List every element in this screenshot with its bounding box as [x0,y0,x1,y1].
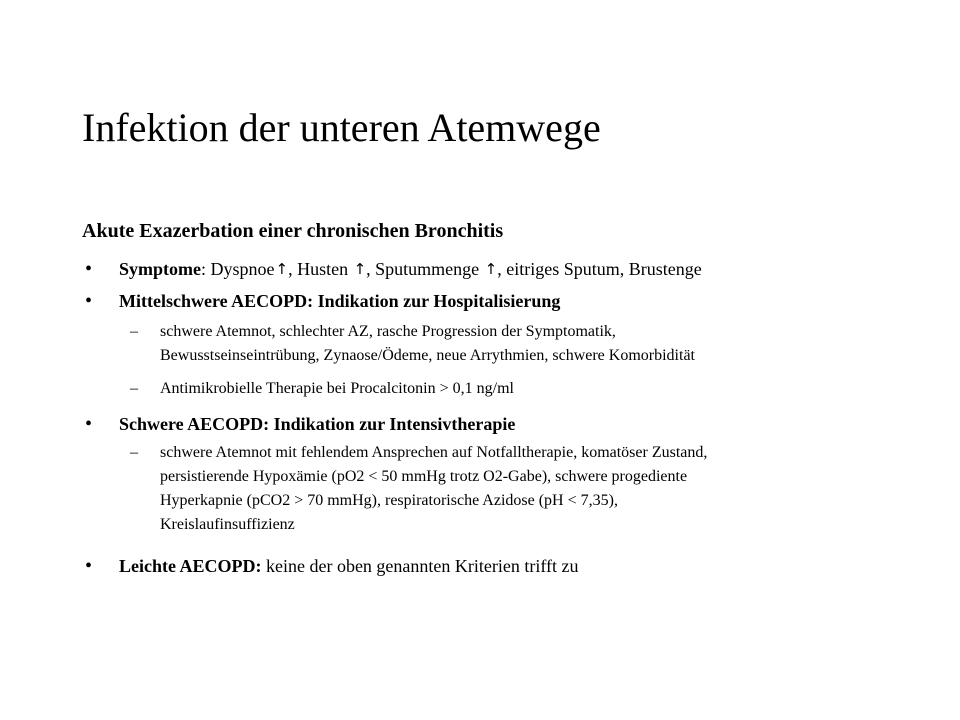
slide-subtitle: Akute Exazerbation einer chronischen Bronchitis [82,220,504,242]
bullet-marker: • [85,413,93,435]
up-arrow-icon: ↑ [353,260,367,278]
sub-bullet-line: Bewusstseinseintrübung, Zynaose/Ödeme, neue Arrythmien, schwere Komorbidität [160,347,695,364]
bullet-mittelschwere: Mittelschwere AECOPD: Indikation zur Hospitalisierung [119,291,561,311]
slide-title: Infektion der unteren Atemwege [82,105,601,150]
sub-bullet-line: Antimikrobielle Therapie bei Procalcitonin > 0,1 ng/ml [160,380,514,397]
up-arrow-icon: ↑ [484,260,498,278]
sub-bullet-marker: – [130,323,138,340]
sub-bullet-line: Kreislaufinsuffizienz [160,516,295,533]
bullet-text-part: : Dyspnoe [201,259,275,279]
bullet-text-part: , Husten [288,259,353,279]
bullet-leichte [119,553,579,579]
up-arrow-icon: ↑ [275,260,289,278]
sub-bullet-hospitalisierung-criteria [160,320,920,368]
sub-bullet-intensiv-criteria [160,441,920,537]
bullet-marker: • [85,258,93,280]
bullet-label: Symptome [119,259,201,279]
sub-bullet-line: schwere Atemnot mit fehlendem Ansprechen auf Notfalltherapie, komatöser Zustand, [160,444,708,461]
sub-bullet-line: persistierende Hypoxämie (pO2 < 50 mmHg trotz O2-Gabe), schwere progediente [160,468,688,485]
bullet-schwere: Schwere AECOPD: Indikation zur Intensivtherapie [119,414,516,434]
bullet-text-part: , Sputummenge [366,259,484,279]
bullet-text-part: keine der oben genannten Kriterien trifft zu [261,556,579,576]
bullet-symptome [119,256,702,282]
sub-bullet-line: Hyperkapnie (pCO2 > 70 mmHg), respiratorische Azidose (pH < 7,35), [160,492,618,509]
sub-bullet-line: schwere Atemnot, schlechter AZ, rasche Progression der Symptomatik, [160,323,616,340]
sub-bullet-procalcitonin [160,377,920,401]
bullet-label: Leichte AECOPD: [119,556,262,576]
sub-bullet-marker: – [130,444,138,461]
sub-bullet-marker: – [130,380,138,397]
bullet-marker: • [85,555,93,577]
bullet-marker: • [85,290,93,312]
bullet-text-part: , eitriges Sputum, Brustenge [497,259,702,279]
